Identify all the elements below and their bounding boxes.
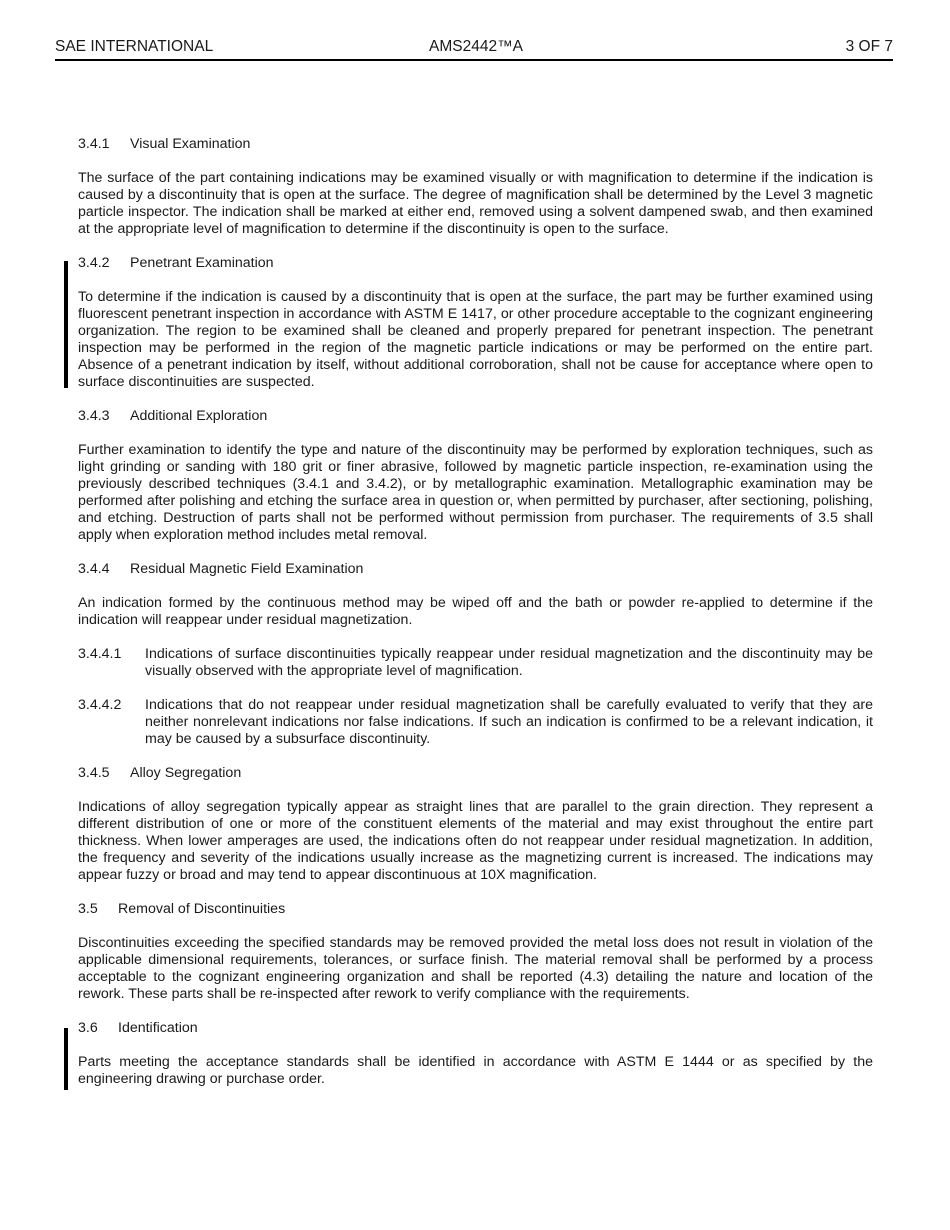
section-body-3-4-3: Further examination to identify the type and nature of the discontinuity may be performed by exploration techniques, such as light grinding or sanding with 180 grit or finer abrasive, followed by magnetic particle inspection, re-examination using the previously described techniques (3.4.1 and 3.4.2), or by metallographic examination. Metallographic examination may be performed after polishing and etching the surface area in question or, when permitted by purchaser, after sectioning, polishing, and etching. Destruction of parts shall not be performed without permission from purchaser. The requirements of 3.5 shall apply when exploration method includes metal removal.	[78, 442, 873, 543]
section-title: Visual Examination	[130, 136, 251, 152]
section-number: 3.6	[78, 1020, 98, 1036]
section-number: 3.4.4.1	[78, 646, 122, 662]
section-body-3-4-4: An indication formed by the continuous method may be wiped off and the bath or powder re-applied to determine if the indication will reappear under residual magnetization.	[78, 595, 873, 628]
section-title: Penetrant Examination	[130, 255, 274, 271]
section-heading-3-4-3	[78, 408, 873, 425]
revision-change-bar	[64, 261, 68, 388]
document-body	[78, 136, 873, 1105]
header-doc-id: AMS2442™A	[429, 38, 523, 55]
section-body-3-4-5: Indications of alloy segregation typically appear as straight lines that are parallel to the grain direction. They represent a different distribution of one or more of the constituent elements of the material and may exist throughout the entire part thickness. When lower amperages are used, the indications often do not reappear under residual magnetization. In addition, the frequency and severity of the indications usually increase as the magnetizing current is increased. The indications may appear fuzzy or broad and may tend to appear discontinuous at 10X magnification.	[78, 799, 873, 883]
section-body: Indications of surface discontinuities typically reappear under residual magnetization and the discontinuity may be visually observed with the appropriate level of magnification.	[145, 646, 873, 679]
section-heading-3-4-4	[78, 561, 873, 578]
section-number: 3.4.5	[78, 765, 110, 781]
header-page-number: 3 OF 7	[845, 38, 893, 55]
section-title: Identification	[118, 1020, 198, 1036]
section-number: 3.4.4	[78, 561, 110, 577]
revision-change-bar	[64, 1028, 68, 1090]
section-title: Alloy Segregation	[130, 765, 242, 781]
section-heading-3-4-1	[78, 136, 873, 153]
page-header	[55, 37, 893, 61]
section-title: Additional Exploration	[130, 408, 268, 424]
section-title: Removal of Discontinuities	[118, 901, 286, 917]
section-number: 3.4.4.2	[78, 697, 122, 713]
section-body-3-6: Parts meeting the acceptance standards shall be identified in accordance with ASTM E 1444 or as specified by the engineering drawing or purchase order.	[78, 1054, 873, 1087]
section-body-3-4-2: To determine if the indication is caused by a discontinuity that is open at the surface, the part may be further examined using fluorescent penetrant inspection in accordance with ASTM E 1417, or other procedure acceptable to the cognizant engineering organization. The region to be examined shall be cleaned and properly prepared for penetrant inspection. The penetrant inspection may be performed in the region of the magnetic particle indications or may be performed on the entire part. Absence of a penetrant indication by itself, without additional corroboration, shall not be cause for acceptance where open to surface discontinuities are suspected.	[78, 289, 873, 390]
subsection-3-4-4-1	[78, 646, 873, 680]
section-number: 3.4.2	[78, 255, 110, 271]
subsection-3-4-4-2	[78, 697, 873, 748]
section-title: Residual Magnetic Field Examination	[130, 561, 364, 577]
section-body: Indications that do not reappear under residual magnetization shall be carefully evaluated to verify that they are neither nonrelevant indications nor false indications. If such an indication is confirmed to be a relevant indication, it may be caused by a subsurface discontinuity.	[145, 697, 873, 747]
header-org: SAE INTERNATIONAL	[55, 38, 214, 55]
section-number: 3.5	[78, 901, 98, 917]
section-heading-3-4-5	[78, 765, 873, 782]
section-heading-3-5	[78, 901, 873, 918]
section-body-3-5: Discontinuities exceeding the specified standards may be removed provided the metal loss does not result in violation of the applicable dimensional requirements, tolerances, or surface finish. The material removal shall be performed by a process acceptable to the cognizant engineering organization and shall be reported (4.3) detailing the nature and location of the rework. These parts shall be re-inspected after rework to verify compliance with the requirements.	[78, 935, 873, 1002]
section-body-3-4-1: The surface of the part containing indications may be examined visually or with magnification to determine if the indication is caused by a discontinuity that is open at the surface. The degree of magnification shall be determined by the Level 3 magnetic particle inspector. The indication shall be marked at either end, removed using a solvent dampened swab, and then examined at the appropriate level of magnification to determine if the discontinuity is open to the surface.	[78, 170, 873, 237]
section-number: 3.4.1	[78, 136, 110, 152]
section-heading-3-4-2	[78, 255, 873, 272]
section-number: 3.4.3	[78, 408, 110, 424]
section-heading-3-6	[78, 1020, 873, 1037]
